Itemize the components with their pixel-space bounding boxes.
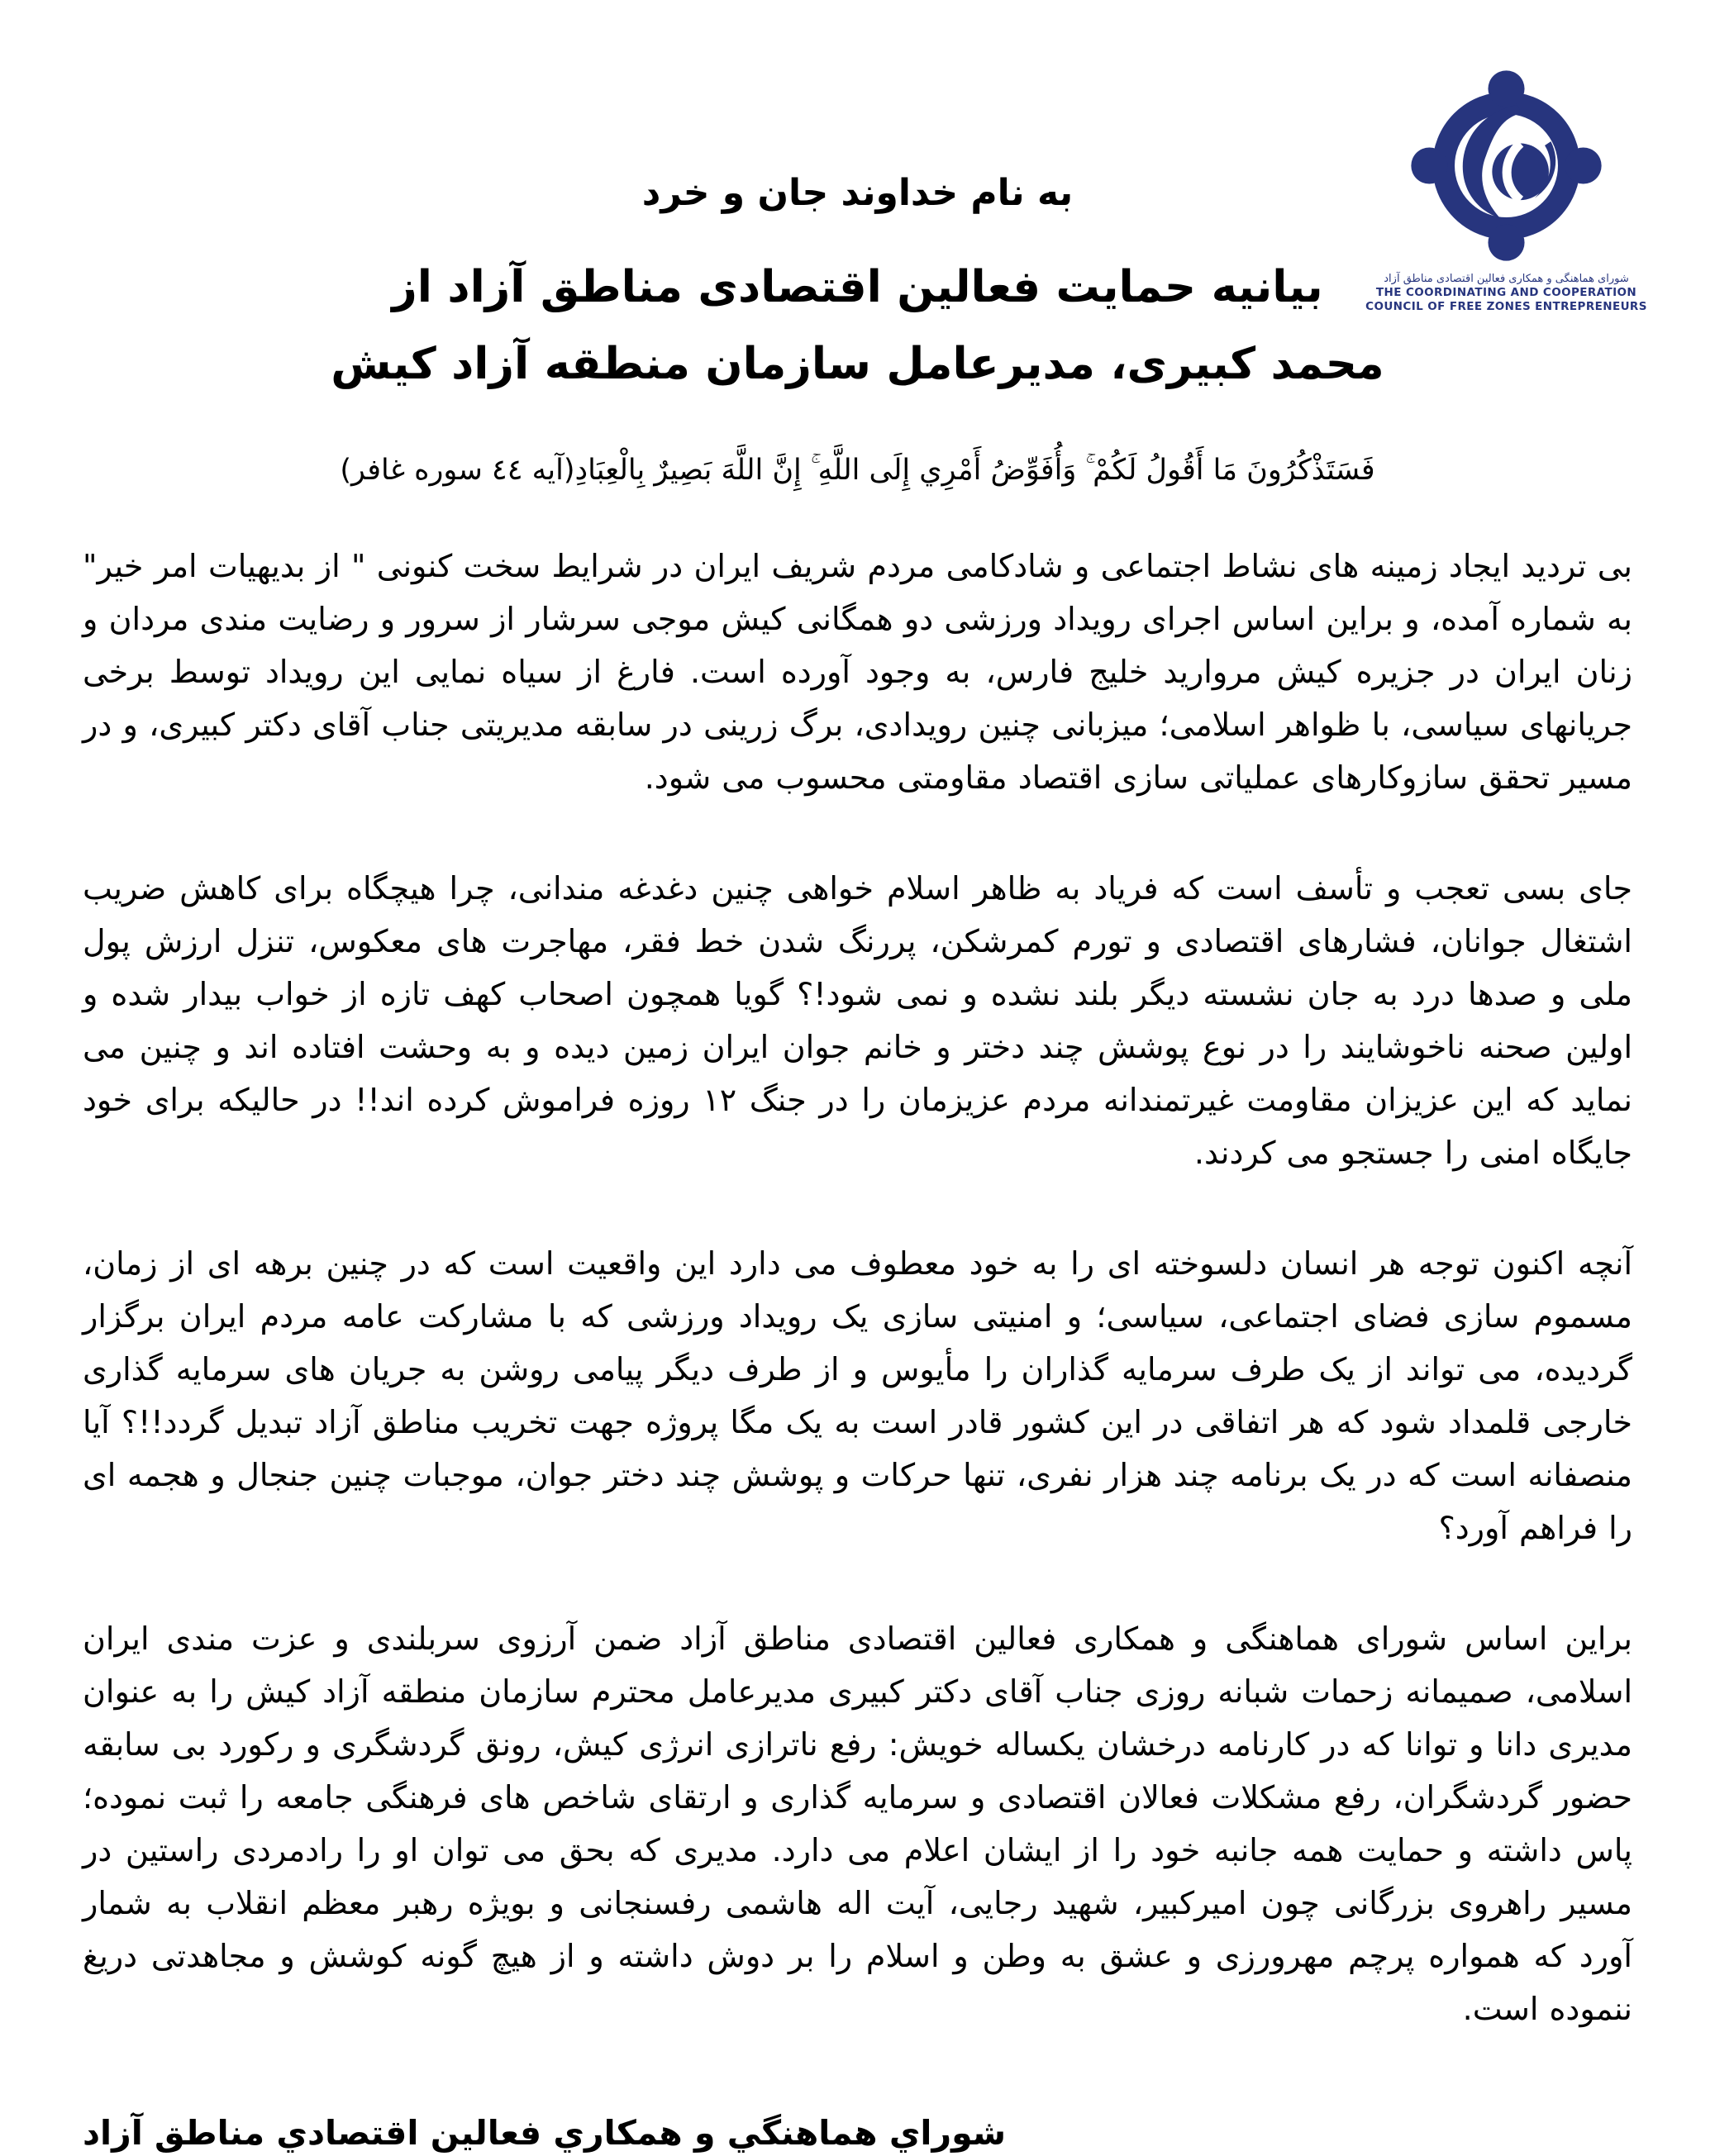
bismillah-heading: به نام خداوند جان و خرد (641, 172, 1074, 214)
paragraph-3: آنچه اکنون توجه هر انسان دلسوخته ای را به خود معطوف می دارد این واقعیت است که در چنین برهه ای از زمان، مسموم سازی فضای اجتماعی، سیاسی؛ و امنیتی سازی یک رویداد ورزشی که با مشارکت عامه مردم ایران برگزار گردیده، می تواند از یک طرف سرمایه گذاران را مأیوس و از طرف دیگر پیامی روشن به جریان های سرمایه گذاری خارجی قلمداد شود که هر اتفاقی در این کشور قادر است به یک مگا پروژه جهت تخریب مناطق آزاد تبدیل گردد!!؟ آیا منصفانه است که در یک برنامه چند هزار نفری، تنها حرکات و پوشش چند دختر جوان، موجبات چنین جنجال و هجمه ای را فراهم آورد؟ (83, 1245, 1632, 1547)
paragraph-4: براین اساس شورای هماهنگی و همکاری فعالین اقتصادی مناطق آزاد ضمن آرزوی سربلندی و عزت مندی ایران اسلامی، صمیمانه زحمات شبانه روزی جناب آقای دکتر کبیری مدیرعامل محترم سازمان منطقه آزاد کیش را به عنوان مدیری دانا و توانا که در کارنامه درخشان یکساله خویش: رفع ناترازی انرژی کیش، رونق گردشگری و رکورد بی سابقه حضور گردشگران، رفع مشکلات فعالان اقتصادی و سرمایه گذاری و ارتقای شاخص های فرهنگی جامعه را ثبت نموده؛ پاس داشته و حمایت همه جانبه خود را از ایشان اعلام می دارد. مدیری که بحق می توان او را رادمردی راستین در مسیر راهروی بزرگانی چون امیرکبیر، شهید رجایی، آیت اله هاشمی رفسنجانی و بویژه رهبر معظم انقلاب به شمار آورد که همواره پرچم مهرورزی و عشق به وطن و اسلام را بر دوش داشته و از هیچ گونه کوشش و مجاهدتی دریغ ننموده است. (83, 1621, 1632, 2028)
signature-line: شوراي هماهنگي و همكاري فعالين اقتصادي مناطق آزاد (83, 2113, 1007, 2154)
logo-caption-farsi: شورای هماهنگی و همکاری فعالین اقتصادی مناطق آزاد (1384, 273, 1629, 285)
council-emblem-icon (1401, 64, 1612, 267)
logo-caption-english-line1: THE COORDINATING AND COOPERATION (1375, 286, 1637, 299)
organization-logo (1364, 64, 1649, 314)
logo-caption-english-line2: COUNCIL OF FREE ZONES ENTREPRENEURS (1365, 300, 1647, 313)
paragraph-1: بی تردید ایجاد زمینه های نشاط اجتماعی و شادکامی مردم شریف ایران در شرایط سخت کنونی " از بدیهیات امر خیر" به شماره آمده، و براین اساس اجرای رویداد ورزشی دو همگانی کیش موجی سرشار از سرور و رضایت مندی مردان و زنان ایران در جزیره کیش مروارید خلیج فارس، به وجود آورده است. فارغ از سیاه نمایی این رویداد توسط برخی جریانهای سیاسی، با ظواهر اسلامی؛ میزبانی چنین رویدادی، برگ زرینی در سابقه مدیریتی جناب آقای دکتر کبیری، و در مسیر تحقق سازوکارهای عملیاتی سازی اقتصاد مقاومتی محسوب می شود. (83, 548, 1632, 797)
statement-body (83, 540, 1632, 2035)
quran-verse: فَسَتَذْكُرُونَ مَا أَقُولُ لَكُمْ ۚ وَأُفَوِّضُ أَمْرِي إِلَى اللَّهِ ۚ إِنَّ اللَّهَ بَصِيرٌ بِالْعِبَادِ(آیه ٤٤ سوره غافر) (340, 453, 1375, 487)
paragraph-2: جای بسی تعجب و تأسف است که فریاد به ظاهر اسلام خواهی چنین دغدغه مندانی، چرا هیچگاه برای کاهش ضریب اشتغال جوانان، فشارهای اقتصادی و تورم کمرشکن، پررنگ شدن خط فقر، مهاجرت های معکوس، تنزل ارزش پول ملی و صدها درد به جان نشسته دیگر بلند نشده و نمی شود!؟ گویا همچون اصحاب کهف تازه از خواب بیدار شده و اولین صحنه ناخوشایند را در نوع پوشش چند دختر و خانم جوان ایران زمین دیده و به وحشت افتاده اند و چنین می نماید که این عزیزان مقاومت غیرتمندانه مردم عزیزمان را در جنگ ۱۲ روزه فراموش کرده اند!! در حالیکه برای خود جایگاه امنی را جستجو می کردند. (83, 870, 1632, 1172)
statement-title-line-2: محمد کبیری، مدیرعامل سازمان منطقه آزاد کیش (331, 338, 1384, 389)
statement-title-line-1: بیانیه حمایت فعالین اقتصادی مناطق آزاد از (392, 261, 1323, 312)
